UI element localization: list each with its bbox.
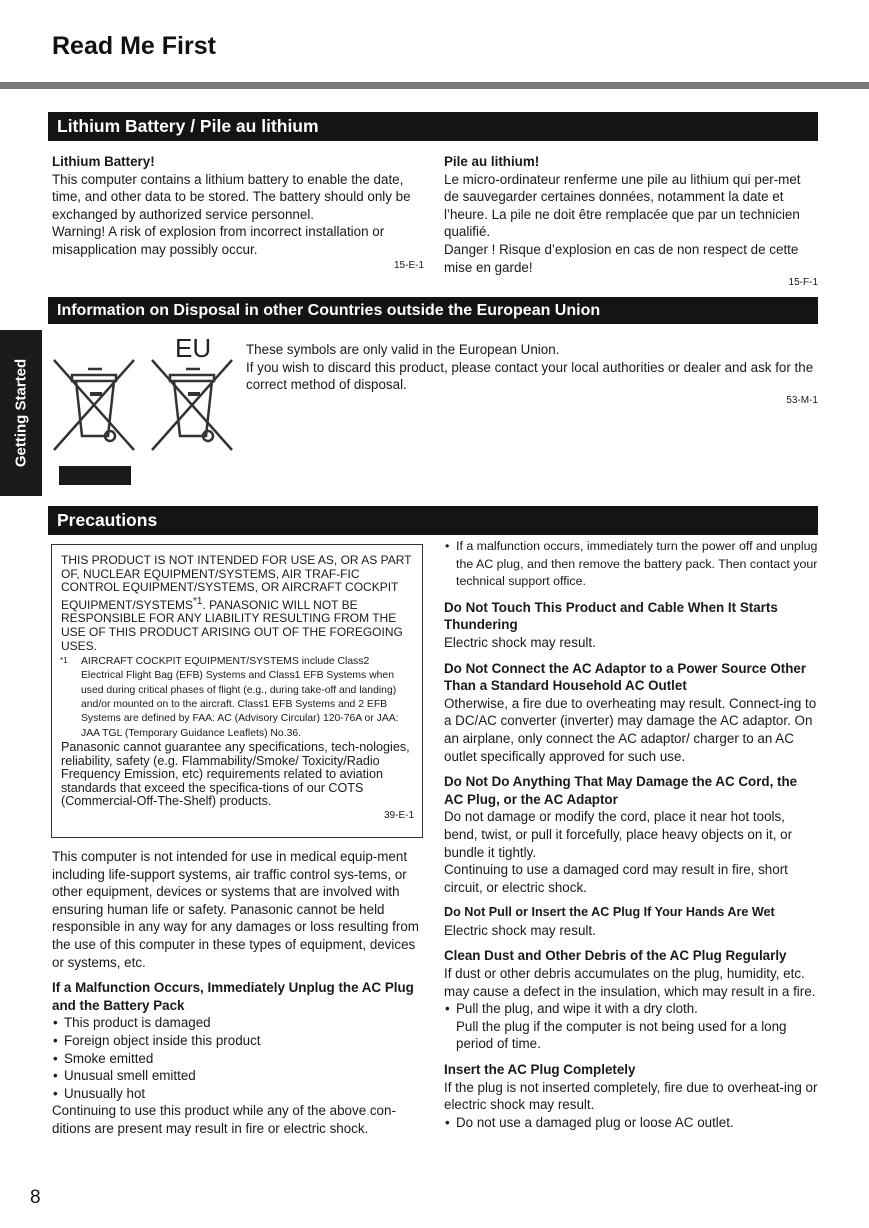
disposal-text	[246, 341, 818, 408]
aviation-notice: THIS PRODUCT IS NOT INTENDED FOR USE AS, OR AS PART OF, NUCLEAR EQUIPMENT/SYSTEMS, AIR TRAF-FIC CONTROL EQUIPMENT/SYSTEMS, OR AIRCRAFT COCKPIT EQUIPMENT/SYSTEMS$^{*1}$. PANASONIC WILL NOT BE RESPONSIBLE FOR ANY LIABILITY RESULTING FROM THE USE OF THIS PRODUCT ARISING OUT OF THE FOREGOING USES.	[61, 553, 412, 653]
lithium-en-title: Lithium Battery!	[52, 154, 155, 169]
precautions-left	[52, 848, 424, 1138]
lithium-fr-warning: Danger ! Risque d’explosion en cas de non respect de cette mise en garde!	[444, 241, 799, 275]
insert-title: Insert the AC Plug Completely	[444, 1062, 636, 1078]
wet-hands-body: Electric shock may result.	[444, 922, 596, 938]
dust-bullet-continued: Pull the plug if the computer is not being used for a long period of time.	[456, 1018, 787, 1052]
ac-outlet-body: Otherwise, a fire due to overheating may result. Connect-ing to a DC/AC converter (inverter) may damage the AC adaptor. On an airplane, only connect the AC adaptor/ charger to an AC outlet specifically approved for such use.	[444, 695, 817, 764]
lithium-en	[52, 153, 424, 273]
lithium-fr-title: Pile au lithium!	[444, 154, 540, 169]
side-tab	[0, 330, 42, 496]
lithium-fr-body: Le micro-ordinateur renferme une pile au lithium qui per-met de sauvegarder certaines données, notamment la date et l’heure. La pile ne doit être remplacée que par un technicien qualifié.	[444, 171, 801, 240]
cord-body-1: Do not damage or modify the cord, place it near hot tools, bend, twist, or pull it forcefully, place heavy objects on it, or bundle it tightly.	[444, 809, 793, 860]
page-title: Read Me First	[52, 32, 216, 60]
eu-label: EU	[175, 333, 212, 363]
lithium-en-body: This computer contains a lithium battery to enable the date, time, and other data to be stored. The battery should only be exchanged by authorized service personnel.	[52, 171, 411, 222]
precautions-heading: Precautions	[48, 506, 818, 535]
ac-outlet-title: Do Not Connect the AC Adaptor to a Power Source Other Than a Standard Household AC Outlet	[444, 660, 807, 694]
wet-hands-title: Do Not Pull or Insert the AC Plug If Your Hands Are Wet	[444, 905, 775, 920]
malfunction-bullet: • If a malfunction occurs, immediately turn the power off and unplug the AC plug, and then remove the battery pack. Then contact your technical support office.	[444, 538, 818, 591]
dust-body: If dust or other debris accumulates on the plug, humidity, etc. may cause a defect in the insulation, which may result in a fire.	[444, 966, 816, 999]
box-code: 39-E-1	[383, 809, 414, 821]
aviation-notice-box	[51, 544, 423, 838]
thunder-title: Do Not Touch This Product and Cable When It Starts Thundering	[444, 599, 778, 633]
lithium-en-code: 15-E-1	[393, 259, 424, 271]
disposal-code: 53-M-1	[786, 394, 818, 406]
title-rule	[0, 82, 869, 89]
crossed-out-wheeled-bin-icon	[52, 358, 138, 452]
list-item: • Foreign object inside this product	[52, 1032, 424, 1050]
black-bar	[59, 466, 131, 485]
lithium-heading: Lithium Battery / Pile au lithium	[48, 112, 818, 141]
malfunction-footer: Continuing to use this product while any of the above con-ditions are present may result in fire or electric shock.	[52, 1103, 396, 1136]
panasonic-guarantee: Panasonic cannot guarantee any specifications, tech-nologies, reliability, safety (e.g. Flammability/Smoke/ Toxicity/Radio Frequency Emission, etc) requirements related to aviation standards that exceed the specifica-tions of our COTS (Commercial-Off-The-Shelf) products.	[61, 739, 410, 809]
list-item: • Smoke emitted	[52, 1050, 424, 1068]
dust-title: Clean Dust and Other Debris of the AC Plug Regularly	[444, 948, 787, 964]
list-item: • Unusual smell emitted	[52, 1067, 424, 1085]
thunder-body: Electric shock may result.	[444, 634, 596, 650]
disposal-heading: Information on Disposal in other Countries outside the European Union	[48, 297, 818, 324]
list-item: • This product is damaged	[52, 1014, 424, 1032]
insert-body: If the plug is not inserted completely, fire due to overheat-ing or electric shock may result.	[444, 1079, 818, 1113]
lithium-fr	[444, 153, 818, 290]
footnote: *1 AIRCRAFT COCKPIT EQUIPMENT/SYSTEMS include Class2 Electrical Flight Bag (EFB) Systems and Class1 EFB Systems when used during critical phases of flight (e.g., during take-off and landing) and/or mounted on to the aircraft. Class1 EFB Systems and 2 EFB Systems are defined by FAA: AC (Advisory Circular) 120-76A or JAA: JAA TGL (Temporary Guidance Leaflets) No.36.	[60, 656, 399, 739]
cord-title: Do Not Do Anything That May Damage the AC Cord, the AC Plug, or the AC Adaptor	[444, 774, 798, 807]
medical-notice: This computer is not intended for use in medical equip-ment including life-support systems, air traffic control sys-tems, or other equipment, devices or systems that are involved with ensuring human life or safety. Panasonic cannot be held responsible in any way for any damages or loss resulting from the use of this computer in these types of equipment, devices or systems, etc.	[52, 849, 419, 970]
dust-bullet: • Pull the plug, and wipe it with a dry cloth.	[444, 1000, 818, 1018]
precautions-right	[444, 538, 818, 1131]
side-tab-label: Getting Started	[12, 358, 30, 468]
lithium-en-warning: Warning! A risk of explosion from incorrect installation or misapplication may possibly occur.	[52, 224, 385, 257]
lithium-fr-code: 15-F-1	[788, 277, 818, 289]
disposal-line-2: If you wish to discard this product, please contact your local authorities or dealer and ask for the correct method of disposal.	[246, 359, 814, 393]
insert-bullet: • Do not use a damaged plug or loose AC outlet.	[444, 1114, 818, 1132]
page-number: 8	[30, 1187, 41, 1208]
malfunction-title: If a Malfunction Occurs, Immediately Unplug the AC Plug and the Battery Pack	[52, 980, 414, 1013]
disposal-line-1: These symbols are only valid in the European Union.	[246, 342, 560, 357]
list-item: • Unusually hot	[52, 1085, 424, 1103]
crossed-out-wheeled-bin-icon	[150, 358, 236, 452]
cord-body-2: Continuing to use a damaged cord may result in fire, short circuit, or electric shock.	[444, 862, 788, 895]
